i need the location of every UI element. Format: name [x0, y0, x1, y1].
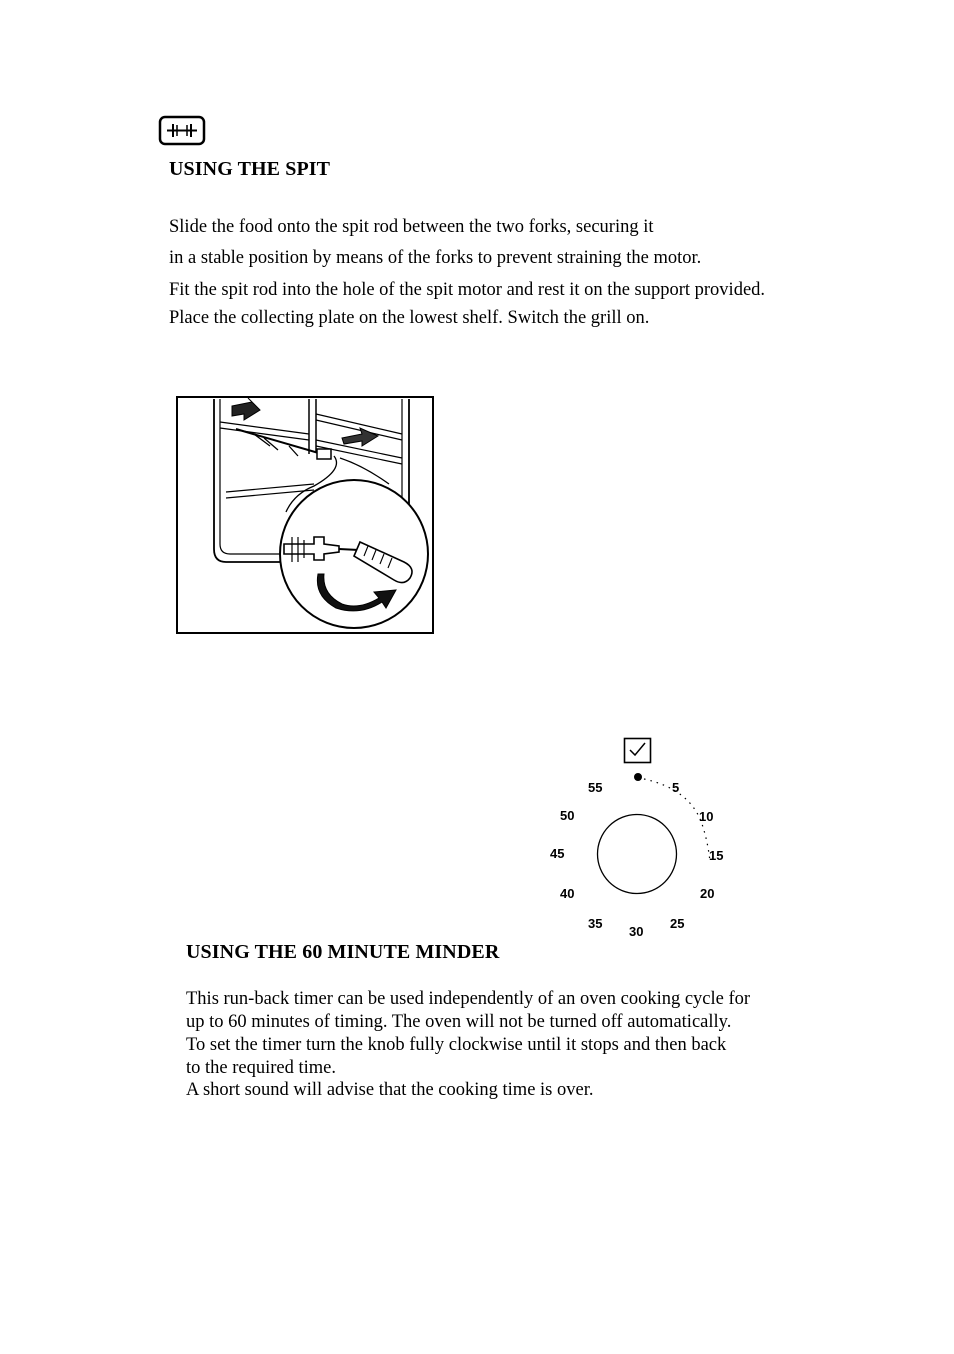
dial-number-5: 5: [672, 780, 680, 795]
dial-number-15: 15: [709, 848, 724, 863]
dial-number-50: 50: [560, 808, 575, 823]
dial-number-55: 55: [588, 780, 603, 795]
timer-icon: [623, 737, 653, 765]
dial-number-20: 20: [700, 886, 715, 901]
dial-number-45: 45: [550, 846, 565, 861]
minder-line-5: A short sound will advise that the cooking time is over.: [186, 1080, 594, 1100]
dial-number-35: 35: [588, 916, 603, 931]
dial-number-25: 25: [670, 916, 685, 931]
spit-line-3: Fit the spit rod into the hole of the spit motor and rest it on the support provided.: [169, 280, 766, 300]
minder-line-4: to the required time.: [186, 1058, 337, 1078]
dial-number-30: 30: [629, 924, 644, 939]
timer-knob[interactable]: [598, 815, 677, 894]
spit-line-2: in a stable position by means of the forks to prevent straining the motor.: [169, 248, 702, 268]
spit-line-4: Place the collecting plate on the lowest shelf. Switch the grill on.: [169, 308, 650, 328]
minder-line-2: up to 60 minutes of timing. The oven will not be turned off automatically.: [186, 1012, 732, 1032]
dial-number-40: 40: [560, 886, 575, 901]
minder-line-1: This run-back timer can be used independently of an oven cooking cycle for: [186, 989, 751, 1009]
spit-line-1: Slide the food onto the spit rod between the two forks, securing it: [169, 217, 654, 237]
dial-number-10: 10: [699, 809, 714, 824]
spit-title: USING THE SPIT: [169, 158, 331, 180]
spit-icon: [158, 115, 208, 147]
dial-start-dot: [634, 773, 642, 781]
minder-title: USING THE 60 MINUTE MINDER: [186, 941, 500, 963]
minder-line-3: To set the timer turn the knob fully clockwise until it stops and then back: [186, 1035, 727, 1055]
spit-rod-insertion-illustration: [174, 394, 436, 638]
